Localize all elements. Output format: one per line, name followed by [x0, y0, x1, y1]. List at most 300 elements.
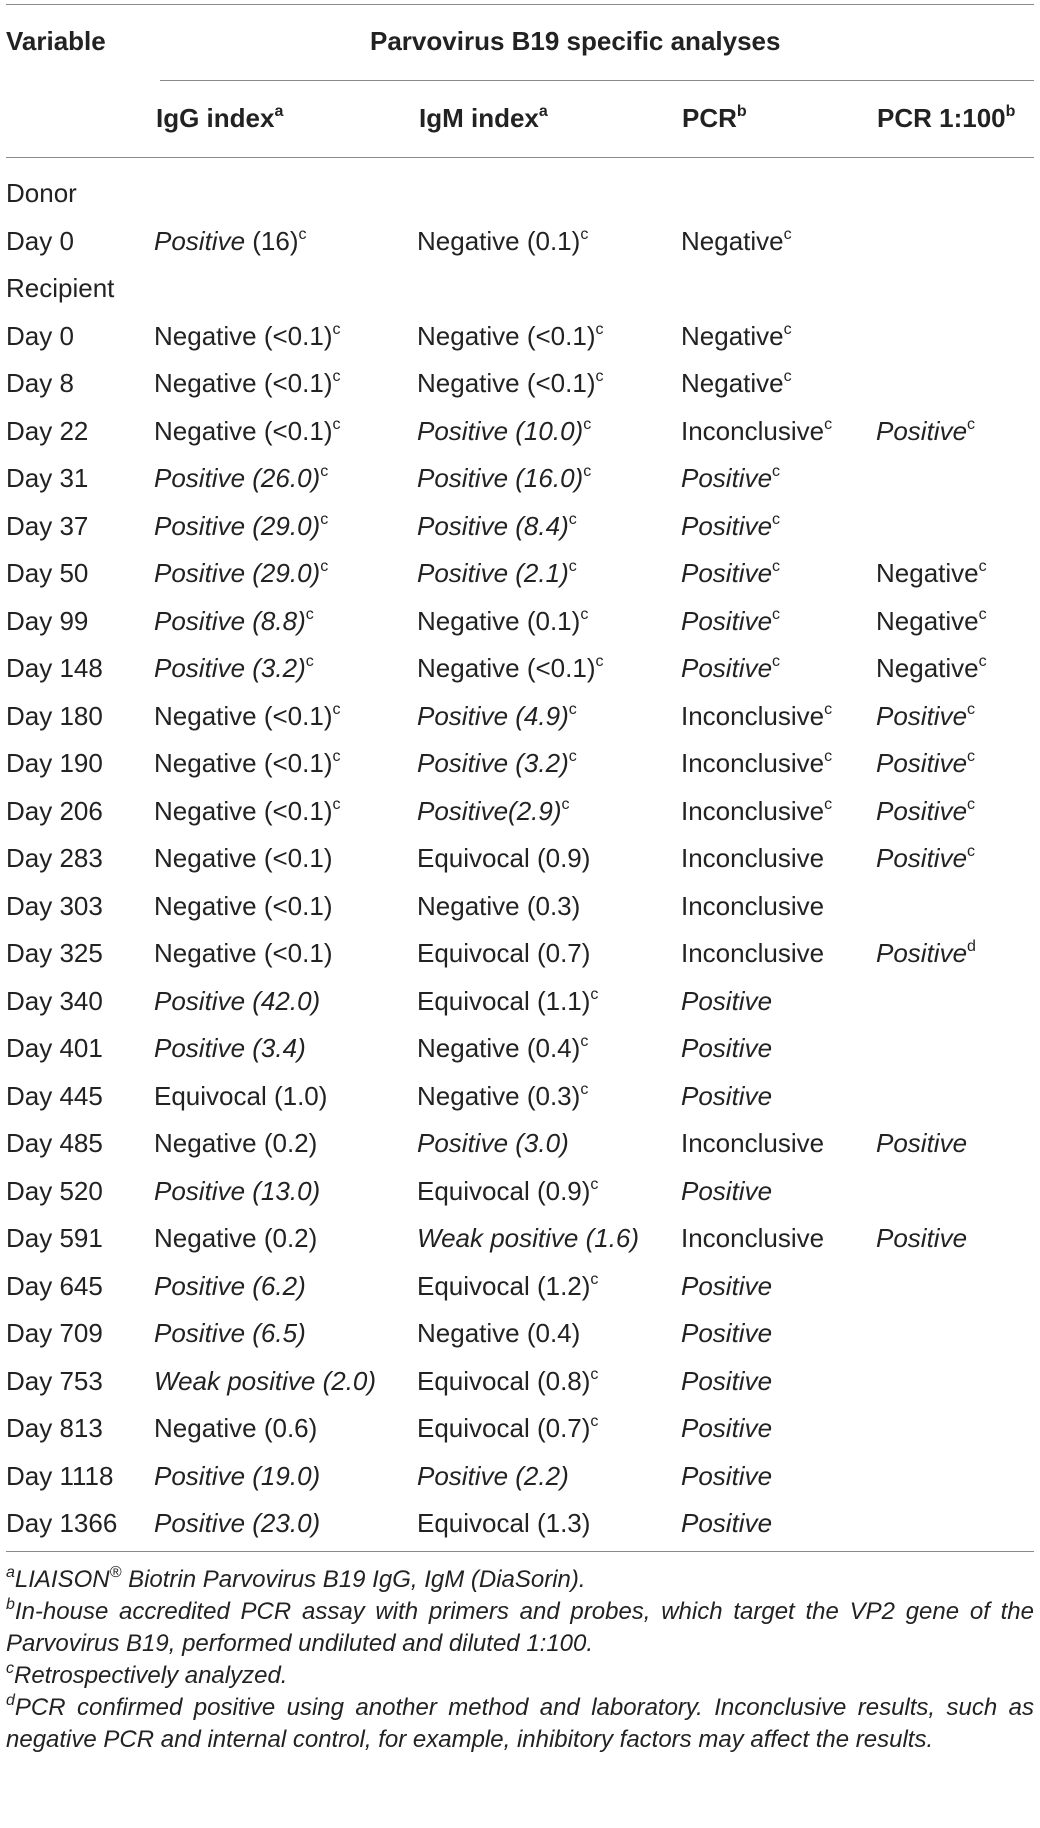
cell-igm [417, 740, 577, 787]
cell-igg-value: Positive (3.2) [154, 653, 306, 683]
cell-pcr-100 [876, 1120, 967, 1167]
cell-igg-value: Positive (29.0) [154, 558, 321, 588]
cell-igg-sup: c [332, 320, 341, 338]
cell-pcr-value: Inconclusive [681, 1223, 825, 1253]
cell-pcr-value: Positive [681, 1080, 773, 1111]
cell-igg-value: Positive (13.0) [154, 1175, 321, 1206]
header-igg [156, 103, 283, 133]
cell-variable: Day 340 [6, 985, 103, 1016]
table-row [6, 1358, 1034, 1405]
cell-igm [417, 313, 603, 360]
cell-pcr-value: Positive [681, 1270, 773, 1301]
table-row [6, 978, 1034, 1025]
cell-pcr-100-value: Positive [876, 843, 968, 873]
cell-igg-value: Positive (6.2) [154, 1270, 306, 1301]
cell-pcr-value: Positive [681, 653, 773, 683]
footnote-a-mark: a [6, 1564, 15, 1581]
cell-igm [417, 1405, 598, 1452]
cell-igm-value: Positive (3.2) [417, 748, 569, 778]
cell-igm-value: Negative (0.1) [417, 225, 581, 256]
footnote-c-mark: c [6, 1660, 14, 1677]
cell-igg-value: Negative (0.6) [154, 1413, 318, 1443]
cell-pcr [681, 1073, 772, 1120]
cell-pcr-100 [876, 408, 975, 455]
cell-igg-value: Positive (29.0) [154, 510, 321, 541]
cell-igm-value: Positive (3.0) [417, 1128, 569, 1158]
cell-pcr-100-value: Negative [876, 605, 979, 636]
cell-igm-sup: c [561, 795, 570, 813]
cell-pcr-value: Inconclusive [681, 415, 825, 446]
header-igg-sup: a [274, 103, 284, 121]
cell-pcr [681, 455, 780, 502]
cell-igg [154, 788, 340, 835]
cell-igg-value: Negative (0.2) [154, 1223, 318, 1253]
cell-variable: Day 0 [6, 320, 74, 351]
cell-igg-value: Negative (<0.1) [154, 320, 333, 351]
cell-pcr-100 [876, 693, 975, 740]
table-row [6, 740, 1034, 787]
cell-igm [417, 550, 577, 597]
cell-variable: Day 813 [6, 1413, 103, 1443]
cell-igg-sup: c [320, 463, 329, 481]
header-pcr [682, 103, 747, 133]
cell-igm [417, 1025, 588, 1072]
cell-pcr-100-sup: c [967, 748, 976, 766]
cell-igg-sup: c [332, 795, 341, 813]
cell-pcr-value: Inconclusive [681, 938, 825, 968]
table-row [6, 1073, 1034, 1120]
cell-pcr [681, 1263, 772, 1310]
cell-igm-value: Positive (8.4) [417, 510, 569, 541]
cell-igm-sup: c [580, 605, 589, 623]
header-igm-label: IgM index [419, 103, 539, 133]
table-row [6, 1500, 1034, 1547]
cell-variable: Day 50 [6, 558, 89, 588]
cell-pcr-100 [876, 598, 987, 645]
cell-igm-value: Negative (0.3) [417, 1080, 581, 1111]
cell-igm-sup: c [568, 700, 577, 718]
table-row [6, 550, 1034, 597]
cell-pcr-value: Inconclusive [681, 843, 825, 873]
cell-pcr-100-value: Negative [876, 653, 979, 683]
cell-variable: Day 37 [6, 510, 89, 541]
cell-igm-value: Equivocal (0.7) [417, 938, 591, 968]
table-row [6, 883, 1034, 930]
header-group: Parvovirus B19 specific analyses [370, 26, 781, 56]
cell-igg-sup: c [320, 558, 329, 576]
cell-igm-sup: c [583, 463, 592, 481]
cell-pcr-100-value: Positive [876, 700, 968, 731]
header-variable: Variable [6, 26, 106, 56]
cell-pcr [681, 1168, 772, 1215]
cell-pcr-value: Positive [681, 510, 773, 541]
cell-pcr-100 [876, 550, 987, 597]
cell-pcr [681, 550, 780, 597]
cell-igm [417, 360, 603, 407]
cell-pcr-value: Positive [681, 1508, 773, 1538]
cell-igm [417, 788, 570, 835]
cell-pcr-value: Negative [681, 368, 784, 398]
cell-igm [417, 218, 588, 265]
cell-pcr-value: Inconclusive [681, 890, 825, 921]
cell-igm-sup: c [568, 510, 577, 528]
footnote-a-text-post: Biotrin Parvovirus B19 IgG, IgM (DiaSorin). [121, 1566, 586, 1593]
table-row [6, 788, 1034, 835]
cell-igm-sup: c [568, 748, 577, 766]
table-row [6, 645, 1034, 692]
cell-pcr [681, 645, 780, 692]
cell-variable: Day 645 [6, 1270, 103, 1301]
cell-pcr-100-sup: c [967, 700, 976, 718]
cell-igg-sup: c [305, 653, 314, 671]
cell-igg-number: (16) [245, 225, 299, 256]
table-row [6, 1120, 1034, 1167]
cell-igm [417, 930, 590, 977]
header-pcr-label: PCR [682, 103, 737, 133]
header-pcr-100 [877, 103, 1015, 133]
cell-igg-value: Negative (<0.1) [154, 748, 333, 778]
cell-igm-value: Equivocal (0.7) [417, 1413, 591, 1443]
cell-variable: Day 1366 [6, 1508, 118, 1538]
cell-variable: Day 401 [6, 1033, 103, 1063]
table-row [6, 360, 1034, 407]
cell-pcr-sup: c [772, 653, 781, 671]
cell-pcr [681, 1215, 824, 1262]
cell-pcr-100-sup: c [978, 653, 987, 671]
cell-pcr [681, 1025, 772, 1072]
cell-variable: Day 22 [6, 415, 89, 446]
table-row [6, 1453, 1034, 1500]
cell-igm [417, 1453, 569, 1500]
cell-pcr [681, 1500, 772, 1547]
cell-igm-value: Positive (4.9) [417, 700, 569, 731]
cell-igg-value: Positive (23.0) [154, 1508, 321, 1538]
cell-pcr-value: Positive [681, 1318, 773, 1348]
table-row [6, 1215, 1034, 1262]
cell-igg [154, 883, 332, 930]
table-row [6, 835, 1034, 882]
cell-pcr [681, 1120, 824, 1167]
cell-igm-sup: c [590, 1413, 599, 1431]
cell-igm-value: Equivocal (0.9) [417, 843, 591, 873]
cell-igg [154, 740, 340, 787]
cell-pcr-value: Positive [681, 1365, 773, 1396]
cell-igg [154, 503, 328, 550]
cell-igm [417, 835, 590, 882]
cell-igg-value: Positive [154, 225, 246, 256]
cell-igm [417, 598, 588, 645]
cell-pcr-value: Inconclusive [681, 748, 825, 778]
cell-pcr [681, 1310, 772, 1357]
cell-pcr-value: Positive [681, 985, 773, 1016]
cell-igg-value: Negative (<0.1) [154, 890, 333, 921]
cell-igg [154, 1500, 320, 1547]
cell-pcr [681, 740, 832, 787]
table-row [6, 598, 1034, 645]
table-row [6, 170, 1034, 217]
cell-igm [417, 1263, 598, 1310]
footnote-d-text: PCR confirmed positive using another method and laboratory. Inconclusive results, such as negative PCR and internal control, for example, inhibitory factors may affect the results. [6, 1694, 1034, 1753]
cell-igm-sup: c [590, 1365, 599, 1383]
footnote-b [6, 1596, 1034, 1660]
cell-pcr [681, 503, 780, 550]
cell-igg [154, 978, 320, 1025]
cell-igg-sup: c [332, 748, 341, 766]
cell-igg-sup: c [332, 700, 341, 718]
table-row [6, 1025, 1034, 1072]
table-row [6, 455, 1034, 502]
cell-variable: Day 8 [6, 368, 74, 398]
cell-igm-value: Equivocal (1.1) [417, 985, 591, 1016]
cell-igg-value: Positive (19.0) [154, 1460, 321, 1491]
header-pcr-100-sup: b [1005, 103, 1016, 121]
cell-igm [417, 1310, 580, 1357]
cell-pcr-sup: c [783, 320, 792, 338]
cell-igm [417, 1215, 639, 1262]
cell-igg [154, 218, 307, 265]
cell-igg-value: Equivocal (1.0) [154, 1080, 328, 1111]
table-row [6, 1168, 1034, 1215]
cell-igm [417, 408, 591, 455]
cell-igm-value: Positive (16.0) [417, 463, 584, 493]
cell-igg [154, 455, 328, 502]
table-row [6, 265, 1034, 312]
cell-igm [417, 693, 577, 740]
cell-igm [417, 503, 577, 550]
cell-igm-sup: c [595, 653, 604, 671]
bottom-rule [6, 1551, 1034, 1552]
footnote-b-text: In-house accredited PCR assay with primers and probes, which target the VP2 gene of the Parvovirus B19, performed undiluted and diluted 1:100. [6, 1598, 1034, 1657]
cell-igg-value: Positive (26.0) [154, 463, 321, 493]
cell-variable: Day 206 [6, 795, 103, 826]
cell-igm-value: Equivocal (0.9) [417, 1175, 591, 1206]
footnote-a-text-pre: LIAISON [14, 1566, 110, 1593]
table-row [6, 1405, 1034, 1452]
cell-pcr-100 [876, 1215, 967, 1262]
cell-variable: Day 325 [6, 938, 103, 968]
cell-variable: Day 31 [6, 463, 89, 493]
cell-pcr-value: Positive [681, 1413, 773, 1443]
cell-igm [417, 1168, 598, 1215]
cell-variable: Day 148 [6, 653, 103, 683]
cell-igm-value: Positive (10.0) [417, 415, 584, 446]
cell-pcr-sup: c [824, 415, 833, 433]
cell-variable: Day 99 [6, 605, 89, 636]
cell-pcr-100-sup: c [978, 605, 987, 623]
cell-pcr-value: Positive [681, 558, 773, 588]
cell-pcr-sup: c [824, 795, 833, 813]
cell-igg-value: Negative (<0.1) [154, 368, 333, 398]
cell-igg-value: Negative (<0.1) [154, 415, 333, 446]
cell-pcr [681, 930, 824, 977]
cell-igg-sup: c [320, 510, 329, 528]
cell-pcr-sup: c [783, 225, 792, 243]
cell-igg-sup: c [332, 415, 341, 433]
cell-pcr [681, 598, 780, 645]
cell-igm-sup: c [580, 225, 589, 243]
cell-igg-sup: c [305, 605, 314, 623]
cell-pcr-100-value: Negative [876, 558, 979, 588]
cell-pcr-100-value: Positive [876, 795, 968, 826]
footnote-d-mark: d [6, 1692, 15, 1709]
header-igm [419, 103, 548, 133]
table-row [6, 503, 1034, 550]
cell-pcr-100 [876, 835, 975, 882]
footnote-b-mark: b [6, 1596, 15, 1613]
cell-igg-value: Negative (0.2) [154, 1128, 318, 1158]
cell-igm-sup: c [590, 1175, 599, 1193]
cell-pcr-value: Inconclusive [681, 1128, 825, 1158]
header-igg-label: IgG index [156, 103, 275, 133]
cell-igg [154, 1215, 317, 1262]
cell-igg [154, 1073, 327, 1120]
cell-igm-value: Positive (2.1) [417, 558, 569, 588]
cell-igm-value: Negative (<0.1) [417, 320, 596, 351]
cell-pcr-100 [876, 740, 975, 787]
top-rule [6, 4, 1034, 5]
cell-pcr-value: Negative [681, 225, 784, 256]
cell-igg [154, 550, 328, 597]
table-row [6, 930, 1034, 977]
cell-pcr [681, 693, 832, 740]
footnote-c-text: Retrospectively analyzed. [14, 1662, 288, 1689]
registered-mark: ® [109, 1564, 122, 1581]
cell-igm-value: Positive(2.9) [417, 795, 562, 826]
cell-pcr-value: Positive [681, 1033, 773, 1063]
cell-igm [417, 1500, 590, 1547]
cell-pcr-100-sup: d [967, 938, 976, 956]
cell-igm-sup: c [590, 1270, 599, 1288]
cell-igg-value: Positive (6.5) [154, 1318, 306, 1348]
cell-pcr-100 [876, 788, 975, 835]
footnote-a [6, 1564, 1034, 1596]
cell-igm-value: Negative (0.4) [417, 1033, 581, 1063]
cell-igg-value: Positive (42.0) [154, 985, 321, 1016]
cell-igg [154, 1453, 320, 1500]
cell-igg [154, 693, 340, 740]
cell-pcr-value: Positive [681, 1460, 773, 1491]
cell-pcr-value: Negative [681, 320, 784, 351]
cell-igg [154, 1120, 317, 1167]
cell-pcr-sup: c [824, 748, 833, 766]
cell-igg-sup: c [298, 225, 307, 243]
cell-igg [154, 1358, 376, 1405]
cell-igg-value: Positive (3.4) [154, 1033, 306, 1063]
cell-igg [154, 598, 314, 645]
cell-pcr-100-sup: c [967, 415, 976, 433]
cell-pcr [681, 835, 824, 882]
cell-pcr [681, 313, 792, 360]
table-row [6, 693, 1034, 740]
cell-igm-sup: c [595, 368, 604, 386]
group-rule [160, 80, 1034, 81]
cell-pcr-value: Inconclusive [681, 795, 825, 826]
cell-pcr-100 [876, 930, 976, 977]
cell-igg-value: Negative (<0.1) [154, 795, 333, 826]
cell-pcr [681, 1453, 772, 1500]
cell-igg-value: Negative (<0.1) [154, 843, 333, 873]
table-row [6, 313, 1034, 360]
cell-variable: Day 283 [6, 843, 103, 873]
cell-igm-value: Weak positive (1.6) [417, 1223, 640, 1253]
table-row [6, 218, 1034, 265]
cell-igg [154, 930, 332, 977]
cell-igm-sup: c [580, 1080, 589, 1098]
cell-pcr [681, 408, 832, 455]
cell-igm [417, 978, 598, 1025]
cell-pcr-sup: c [783, 368, 792, 386]
cell-igm-value: Negative (<0.1) [417, 368, 596, 398]
header-igm-sup: a [538, 103, 548, 121]
cell-pcr-100-sup: c [967, 843, 976, 861]
cell-igm-sup: c [595, 320, 604, 338]
cell-pcr-value: Positive [681, 463, 773, 493]
cell-igm [417, 1120, 569, 1167]
cell-pcr [681, 788, 832, 835]
cell-igg [154, 1263, 306, 1310]
cell-pcr-sup: c [772, 463, 781, 481]
table-row [6, 408, 1034, 455]
cell-variable: Donor [6, 178, 77, 208]
footnote-d [6, 1692, 1034, 1756]
cell-igg [154, 835, 332, 882]
cell-igm-value: Negative (<0.1) [417, 653, 596, 683]
cell-pcr-sup: c [772, 558, 781, 576]
cell-igm-sup: c [580, 1033, 589, 1051]
cell-igm [417, 1358, 598, 1405]
cell-variable: Day 709 [6, 1318, 103, 1348]
header-rule [6, 157, 1034, 158]
cell-igm-value: Negative (0.4) [417, 1318, 581, 1348]
cell-igg [154, 645, 314, 692]
cell-variable: Day 180 [6, 700, 103, 731]
cell-variable: Recipient [6, 273, 115, 303]
table-row [6, 1310, 1034, 1357]
cell-pcr-sup: c [824, 700, 833, 718]
cell-igm-value: Equivocal (0.8) [417, 1365, 591, 1396]
cell-variable: Day 0 [6, 225, 74, 256]
cell-igm-value: Equivocal (1.3) [417, 1508, 591, 1538]
cell-variable: Day 520 [6, 1175, 103, 1206]
cell-variable: Day 591 [6, 1223, 103, 1253]
cell-variable: Day 190 [6, 748, 103, 778]
cell-igm-value: Positive (2.2) [417, 1460, 569, 1491]
cell-igg [154, 408, 340, 455]
cell-pcr-value: Inconclusive [681, 700, 825, 731]
cell-igg [154, 1168, 320, 1215]
cell-igg-sup: c [332, 368, 341, 386]
cell-igg [154, 360, 340, 407]
cell-igm [417, 645, 603, 692]
cell-igm-sup: c [583, 415, 592, 433]
cell-igm [417, 455, 591, 502]
cell-variable: Day 753 [6, 1365, 103, 1396]
cell-igm [417, 1073, 588, 1120]
cell-igg [154, 1025, 306, 1072]
cell-igm-value: Negative (0.1) [417, 605, 581, 636]
cell-pcr [681, 1358, 772, 1405]
cell-pcr-100-value: Positive [876, 1223, 968, 1253]
cell-variable: Day 485 [6, 1128, 103, 1158]
cell-igg-value: Negative (<0.1) [154, 700, 333, 731]
cell-igg [154, 1310, 306, 1357]
cell-pcr-100-value: Positive [876, 1128, 968, 1158]
cell-igg-value: Weak positive (2.0) [154, 1365, 377, 1396]
cell-pcr [681, 360, 792, 407]
cell-igm-sup: c [590, 985, 599, 1003]
cell-pcr [681, 883, 824, 930]
cell-pcr-100-sup: c [978, 558, 987, 576]
